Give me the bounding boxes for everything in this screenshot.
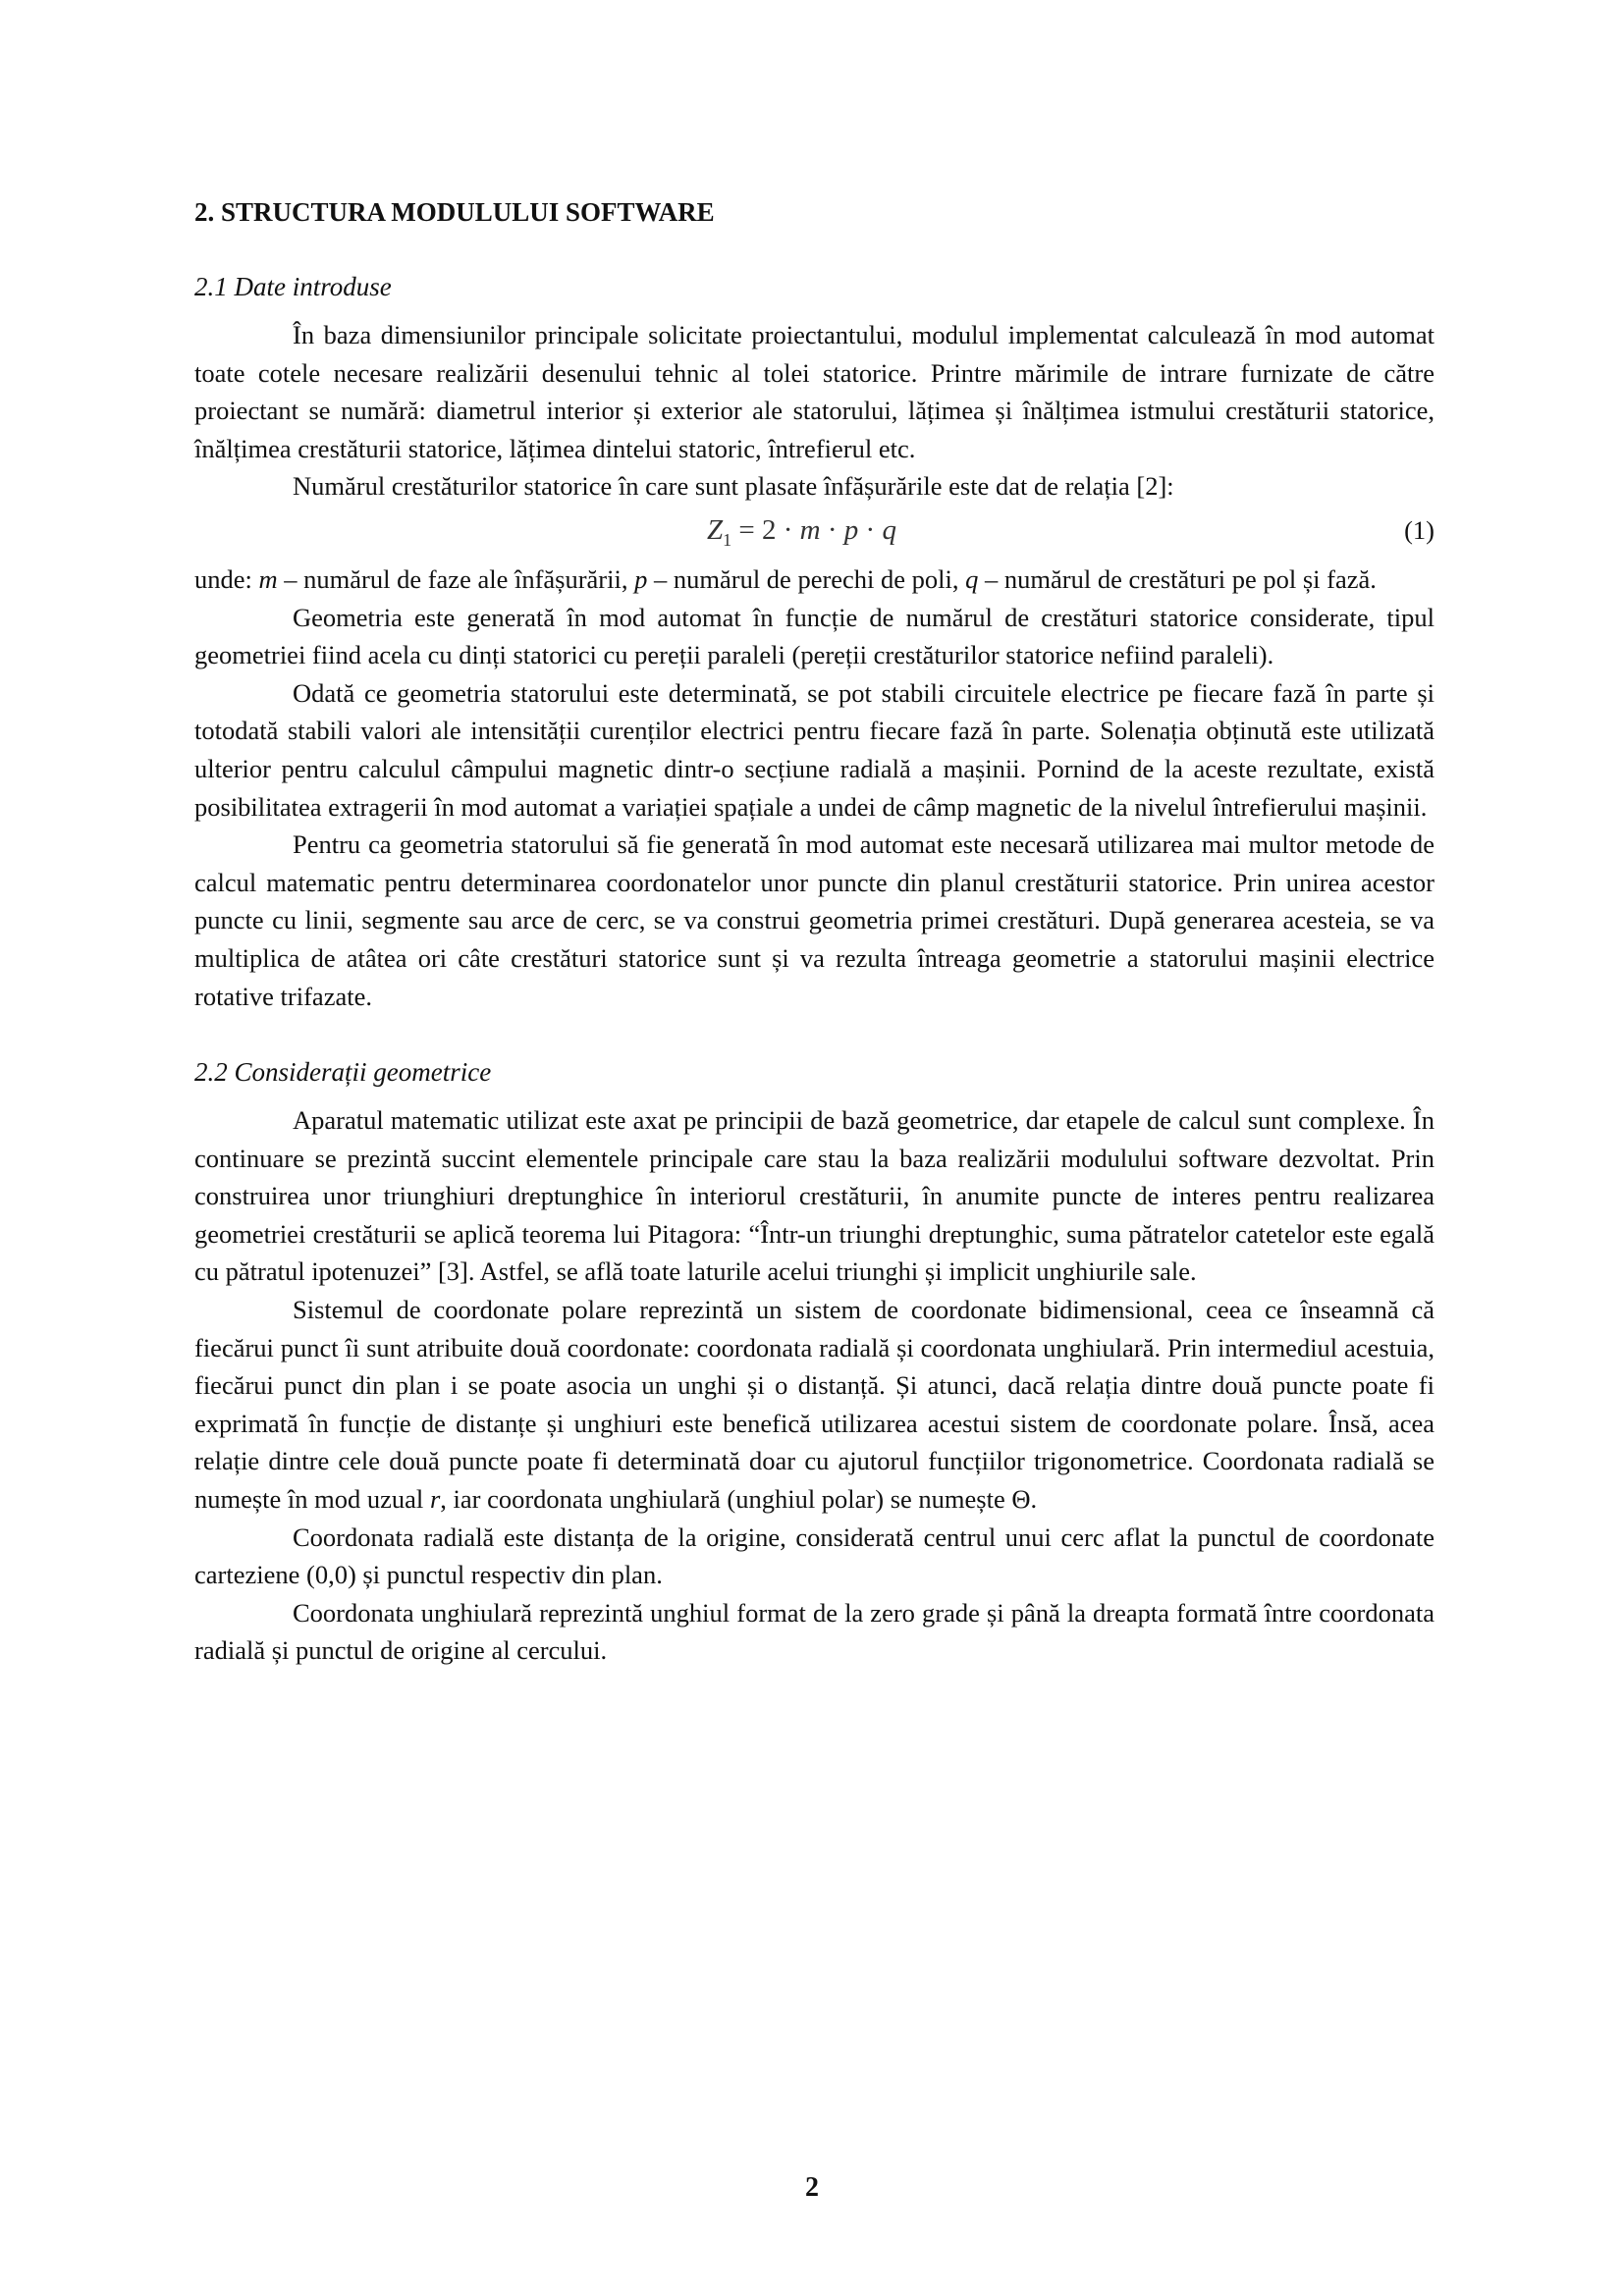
legend-var-m: m — [258, 563, 278, 594]
equation-var-p: p — [843, 513, 859, 546]
paragraph: Coordonata unghiulară reprezintă unghiul format de la zero grade și până la dreapta formată între coordonata radială și punctul de origine al cercului. — [194, 1597, 1435, 1666]
paragraph: În baza dimensiunilor principale solicitate proiectantului, modulul implementat calculează în mod automat toate cotele necesare realizării desenului tehnic al tolei statorice. Printre mărimile de intrare furnizate de către proiectant se numără: diametrul interior și exterior ale statorului, lățimea și înălțimea istmului crestăturii statorice, înălțimea crestăturii statorice, lățimea dintelui statoric, întrefierul etc. — [194, 320, 1435, 463]
paragraph-text: , iar coordonata unghiulară (unghiul polar) se numește Θ. — [440, 1484, 1038, 1515]
legend-desc-m: – numărul de faze ale înfășurării, — [277, 563, 635, 594]
paragraph: Pentru ca geometria statorului să fie generată în mod automat este necesară utilizarea mai multor metode de calcul matematic pentru determinarea coordonatelor unor puncte din planul crestăturii statorice. Prin unirea acestor puncte cu linii, segmente sau arce de cerc, se va construi geometria primei crestături. După generarea acesteia, se va multiplica de atâtea ori câte crestături statorice sunt și va rezulta întreaga geometrie a statorului mașinii electrice rotative trifazate. — [194, 829, 1435, 1011]
paragraph — [194, 1291, 1435, 1519]
paragraph: Aparatul matematic utilizat este axat pe principii de bază geometrice, dar etapele de calcul sunt complexe. În continuare se prezintă succint elementele principale care stau la baza realizării modulului software dezvoltat. Prin construirea unor triunghiuri dreptunghice în interiorul crestăturii, în anumite puncte de interes pentru realizarea geometriei crestăturii se aplică teorema lui Pitagora: “Într-un triunghi dreptunghic, suma pătratelor catetelor este egală cu pătratul ipotenuzei” [3]. Astfel, se află toate laturile acelui triunghi și implicit unghiurile sale. — [194, 1105, 1435, 1287]
equation-var-q: q — [882, 513, 896, 546]
equation-row — [194, 509, 1435, 557]
document-page — [194, 192, 1435, 1670]
equation-var-m: m — [799, 513, 821, 546]
equation-subscript: 1 — [723, 529, 732, 550]
variable-r: r — [429, 1484, 441, 1515]
paragraph: Odată ce geometria statorului este determinată, se pot stabili circuitele electrice pe fiecare fază în parte și totodată stabili valori ale intensității curenților electrici pentru fiecare fază în parte. Solenația obținută este utilizată ulterior pentru calculul câmpului magnetic dintr-o secțiune radială a mașinii. Pornind de la aceste rezultate, există posibilitatea extragerii în mod automat a variației spațiale a undei de câmp magnetic de la nivelul întrefierului mașinii. — [194, 677, 1435, 822]
page-number: 2 — [805, 2172, 819, 2203]
legend-desc-p: – numărul de perechi de poli, — [647, 563, 966, 594]
paragraph: Numărul crestăturilor statorice în care sunt plasate înfășurările este dat de relația [2]: — [293, 471, 1174, 502]
subsection-title-consideratii-geometrice: 2.2 Considerații geometrice — [194, 1057, 492, 1088]
paragraph-text: Sistemul de coordonate polare reprezintă un sistem de coordonate bidimensional, ceea ce înseamnă că fiecărui punct îi sunt atribuite două coordonate: coordonata radială și coordonata unghiulară. Prin intermediul acestuia, fiecărui punct din plan i se poate asocia un unghi și o distanță. Și atunci, dacă relația dintre două puncte poate fi exprimată în funcție de distanțe și unghiuri este benefică utilizarea acestui sistem de coordonate polare. Însă, acea relație dintre cele două puncte poate fi determinată doar cu ajutorul funcțiilor trigonometrice. Coordonata radială se numește în mod uzual — [194, 1295, 1435, 1515]
equation-lhs: Z — [707, 513, 724, 546]
equation-dot: · — [820, 513, 844, 546]
paragraph: Coordonata radială este distanța de la origine, considerată centrul unui cerc aflat la punctul de coordonate carteziene (0,0) și punctul respectiv din plan. — [194, 1522, 1435, 1590]
legend-desc-q: – numărul de crestături pe pol și fază. — [978, 563, 1377, 594]
equation-operator: = 2 · — [731, 513, 800, 546]
legend-var-p: p — [634, 563, 648, 594]
equation-legend — [194, 561, 1435, 599]
section-title: 2. STRUCTURA MODULULUI SOFTWARE — [194, 197, 715, 227]
equation-dot: · — [858, 513, 883, 546]
equation-number: (1) — [1404, 514, 1435, 545]
subsection-title-date-introduse: 2.1 Date introduse — [194, 272, 392, 301]
legend-lead: unde: — [194, 563, 259, 594]
legend-var-q: q — [965, 563, 979, 594]
paragraph: Geometria este generată în mod automat în funcție de numărul de crestături statorice considerate, tipul geometriei fiind acela cu dinți statorici cu pereții paraleli (pereții crestăturilor statorice nefiind paraleli). — [194, 602, 1435, 670]
equation — [707, 511, 896, 559]
